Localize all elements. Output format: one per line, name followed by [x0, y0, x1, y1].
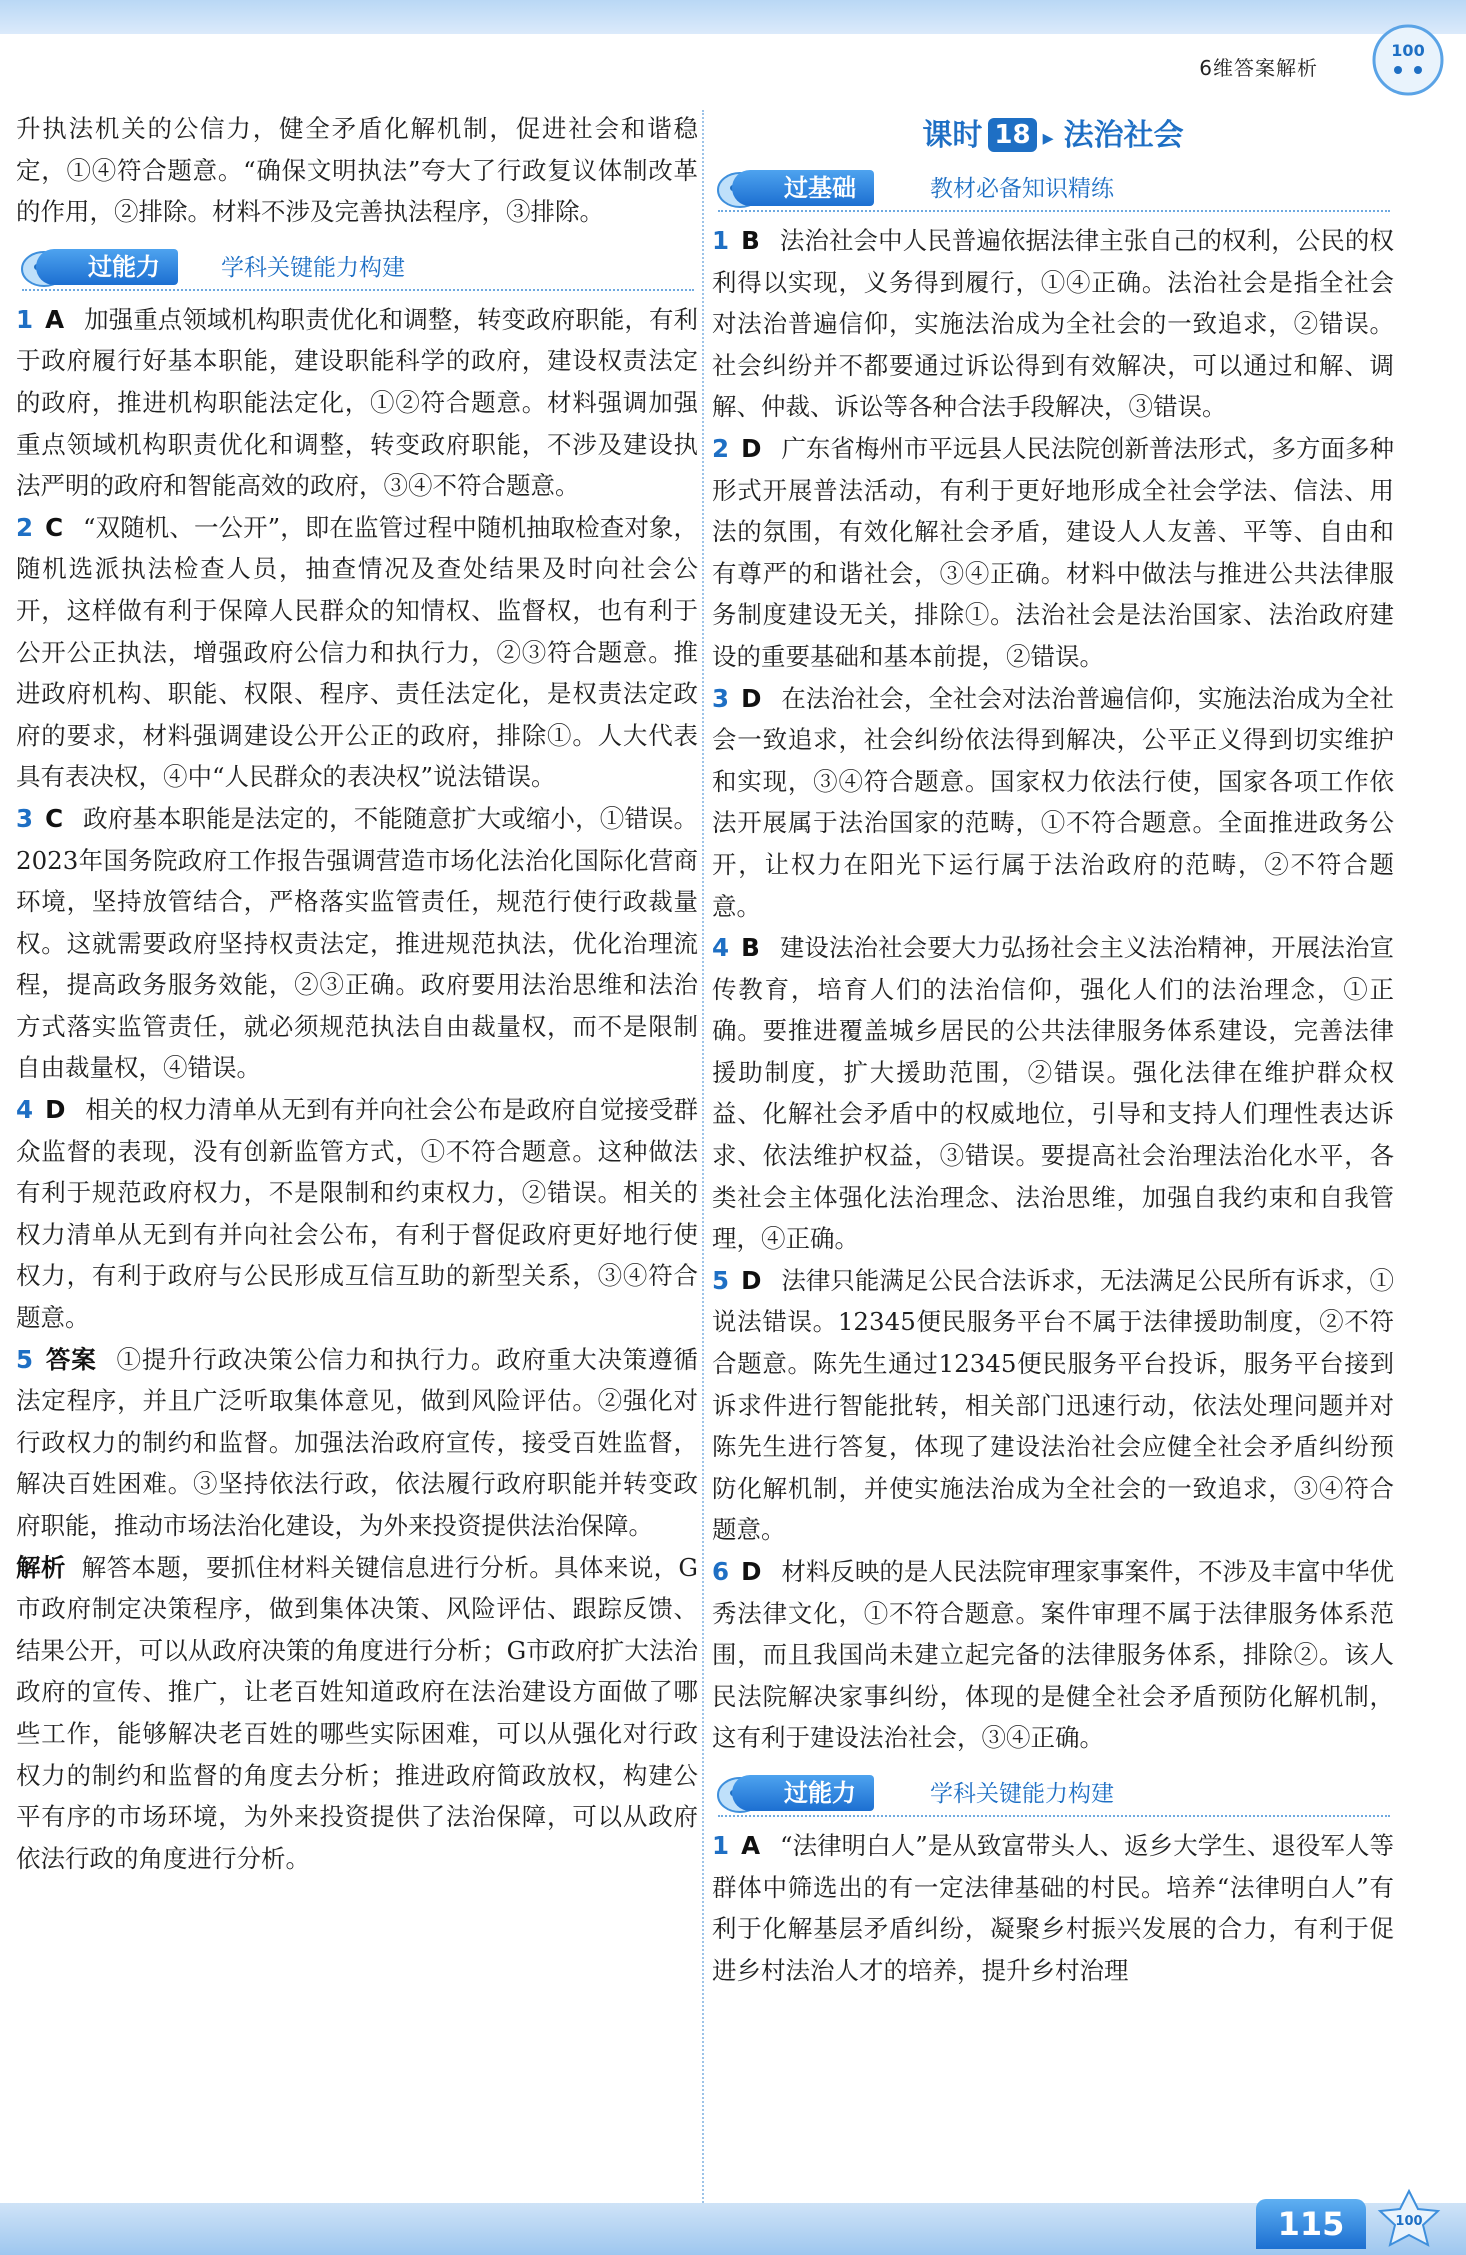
section-header-ability: [16, 245, 698, 289]
item-text: 建设法治社会要大力弘扬社会主义法治精神，开展法治宣传教育，培育人们的法治信仰，强化人们的法治理念，①正确。要推进覆盖城乡居民的公共法律服务体系建设，完善法律援助制度，扩大援助范围，②错误。强化法律在维护群众权益、化解社会矛盾中的权威地位，引导和支持人们理性表达诉求、依法维护权益，③错误。要提高社会治理法治化水平，各类社会主体强化法治理念、法治思维，加强自我约束和自我管理，④正确。: [712, 933, 1394, 1254]
item-answer: D: [45, 1095, 66, 1125]
item-answer: D: [741, 1265, 762, 1295]
section-label: 过基础: [732, 170, 874, 206]
item-text: 政府基本职能是法定的，不能随意扩大或缩小，①错误。2023年国务院政府工作报告强调营造市场化法治化国际化营商环境，坚持放管结合，严格落实监管责任，规范行使行政裁量权。这就需要政府坚持权责法定，推进规范执法，优化治理流程，提高政务服务效能，②③正确。政府要用法治思维和法治方式落实监管责任，就必须规范执法自由裁量权，而不是限制自由裁量权，④错误。: [16, 803, 698, 1083]
mascot-100-icon: [1372, 2187, 1446, 2251]
answer-item: [16, 1339, 698, 1547]
item-number: 1: [712, 226, 730, 255]
item-text: 在法治社会，全社会对法治普遍信仰，实施法治成为全社会一致追求，社会纠纷依法得到解决，公平正义得到切实维护和实现，③④符合题意。国家权力依法行使，国家各项工作依法开展属于法治国家的范畴，①不符合题意。全面推进政务公开，让权力在阳光下运行属于法治政府的范畴，②不符合题意。: [712, 683, 1394, 921]
answer-item: [16, 299, 698, 507]
page-number: 115: [1256, 2199, 1366, 2249]
item-text: ①提升行政决策公信力和执行力。政府重大决策遵循法定程序，并且广泛听取集体意见，做到风险评估。②强化对行政权力的制约和监督。加强法治政府宣传，接受百姓监督，解决百姓困难。③坚持依法行政，依法履行政府职能并转变政府职能，推动市场法治化建设，为外来投资提供法治保障。: [16, 1344, 698, 1540]
analysis-text: 解答本题，要抓住材料关键信息进行分析。具体来说，G市政府制定决策程序，做到集体决策、风险评估、跟踪反馈、结果公开，可以从政府决策的角度进行分析；G市政府扩大法治政府的宣传、推广，让老百姓知道政府在法治建设方面做了哪些工作，能够解决老百姓的哪些实际困难，可以从强化对行政权力的制约和监督的角度去分析；推进政府简政放权，构建公平有序的市场环境，为外来投资提供了法治保障，可以从政府依法行政的角度进行分析。: [16, 1552, 699, 1873]
item-answer: C: [45, 512, 64, 542]
item-number: 2: [16, 512, 34, 542]
section-rule: [718, 210, 1390, 212]
section-subtitle: 教材必备知识精练: [930, 176, 1114, 202]
answer-item: [16, 798, 698, 1089]
section-header-basics: [712, 166, 1394, 210]
section-subtitle: 学科关键能力构建: [221, 254, 405, 281]
item-answer-label: 答案: [45, 1344, 97, 1374]
column-divider: [702, 110, 704, 2210]
item-number: 1: [712, 1830, 730, 1860]
answer-item: [712, 428, 1394, 678]
svg-text:100: 100: [1395, 2214, 1423, 2229]
answer-item: [712, 1260, 1394, 1551]
lesson-prefix: 课时: [922, 118, 983, 153]
item-text: “法律明白人”是从致富带头人、返乡大学生、退役军人等群体中筛选出的有一定法律基础的村民。培养“法律明白人”有利于化解基层矛盾纠纷，凝聚乡村振兴发展的合力，有利于促进乡村法治人才的培养，提升乡村治理: [712, 1830, 1394, 1985]
lesson-name: 法治社会: [1063, 118, 1184, 153]
item-answer: B: [741, 933, 760, 963]
right-column: [712, 108, 1394, 1991]
answer-item: [16, 507, 698, 798]
answer-item: [712, 678, 1394, 928]
bottom-decorative-band: [0, 2203, 1466, 2255]
answer-item: [16, 1089, 698, 1339]
item-text: 相关的权力清单从无到有并向社会公布是政府自觉接受群众监督的表现，没有创新监管方式，①不符合题意。这种做法有利于规范政府权力，不是限制和约束权力，②错误。相关的权力清单从无到有并向社会公布，有利于督促政府更好地行使权力，有利于政府与公民形成互信互助的新型关系，③④符合题意。: [16, 1095, 698, 1333]
item-number: 1: [16, 304, 34, 334]
item-number: 4: [712, 933, 730, 963]
answer-item: [712, 1551, 1394, 1759]
answer-item: [712, 1825, 1394, 1991]
section-rule: [718, 1815, 1390, 1817]
item-number: 2: [712, 433, 730, 463]
item-answer: A: [45, 304, 65, 334]
intro-paragraph: 升执法机关的公信力，健全矛盾化解机制，促进社会和谐稳定，①④符合题意。“确保文明执法”夸大了行政复议体制改革的作用，②排除。材料不涉及完善执法程序，③排除。: [16, 114, 698, 227]
item-text: 材料反映的是人民法院审理家事案件，不涉及丰富中华优秀法律文化，①不符合题意。案件审理不属于法律服务体系范围，而且我国尚未建立起完备的法律服务体系，排除②。该人民法院解决家事纠纷，体现的是健全社会矛盾预防化解机制，这有利于建设法治社会，③④正确。: [712, 1557, 1394, 1753]
item-text: 加强重点领域机构职责优化和调整，转变政府职能，有利于政府履行好基本职能，建设职能科学的政府，建设权责法定的政府，推进机构职能法定化，①②符合题意。材料强调加强重点领域机构职责优化和调整，转变政府职能，不涉及建设执法严明的政府和智能高效的政府，③④不符合题意。: [16, 304, 698, 501]
top-decorative-band: [0, 0, 1466, 34]
item-number: 5: [16, 1344, 34, 1374]
analysis-label: 解析: [16, 1552, 66, 1582]
item-answer: A: [741, 1830, 761, 1860]
analysis-paragraph: [16, 1547, 698, 1880]
section-rule: [22, 289, 694, 291]
answer-item: [712, 220, 1394, 428]
section-subtitle: 学科关键能力构建: [930, 1780, 1114, 1807]
page-header-label: 6维答案解析: [1199, 56, 1318, 80]
lesson-arrow-icon: ▸: [1042, 126, 1054, 151]
section-label: 过能力: [732, 1775, 874, 1811]
item-text: “双随机、一公开”，即在监管过程中随机抽取检查对象，随机选派执法检查人员，抽查情况及查处结果及时向社会公开，这样做有利于保障人民群众的知情权、监督权，也有利于公开公正执法，增强政府公信力和执行力，②③符合题意。推进政府机构、职能、权限、程序、责任法定化，是权责法定政府的要求，材料强调建设公开公正的政府，排除①。人大代表具有表决权，④中“人民群众的表决权”说法错误。: [16, 512, 698, 792]
section-label: 过能力: [36, 249, 178, 285]
item-number: 5: [712, 1265, 730, 1295]
item-text: 广东省梅州市平远县人民法院创新普法形式，多方面多种形式开展普法活动，有利于更好地形成全社会学法、信法、用法的氛围，有效化解社会矛盾，建设人人友善、平等、自由和有尊严的和谐社会，③④正确。材料中做法与推进公共法律服务制度建设无关，排除①。法治社会是法治国家、法治政府建设的重要基础和基本前提，②错误。: [712, 433, 1394, 671]
item-answer: D: [741, 433, 762, 463]
item-answer: B: [741, 226, 760, 255]
mascot-100-icon: [1366, 20, 1448, 100]
svg-text:100: 100: [1391, 41, 1425, 60]
item-number: 4: [16, 1095, 34, 1125]
answer-item: [712, 927, 1394, 1260]
item-number: 3: [16, 803, 34, 833]
item-number: 6: [712, 1557, 730, 1586]
item-answer: D: [741, 683, 762, 713]
lesson-title: [712, 108, 1394, 166]
left-column: [16, 108, 698, 1879]
section-header-ability: [712, 1771, 1394, 1815]
lesson-number: 18: [988, 118, 1036, 152]
item-number: 3: [712, 683, 730, 713]
item-text: 法治社会中人民普遍依据法律主张自己的权利，公民的权利得以实现，义务得到履行，①④正确。法治社会是指全社会对法治普遍信仰，实施法治成为全社会的一致追求，②错误。社会纠纷并不都要通过诉讼得到有效解决，可以通过和解、调解、仲裁、诉讼等各种合法手段解决，③错误。: [712, 226, 1394, 422]
item-answer: D: [741, 1557, 762, 1586]
item-answer: C: [45, 803, 64, 833]
item-text: 法律只能满足公民合法诉求，无法满足公民所有诉求，①说法错误。12345便民服务平台不属于法律援助制度，②不符合题意。陈先生通过12345便民服务平台投诉，服务平台接到诉求件进行智能批转，相关部门迅速行动，依法处理问题并对陈先生进行答复，体现了建设法治社会应健全社会矛盾纠纷预防化解机制，并使实施法治成为全社会的一致追求，③④符合题意。: [712, 1265, 1394, 1545]
